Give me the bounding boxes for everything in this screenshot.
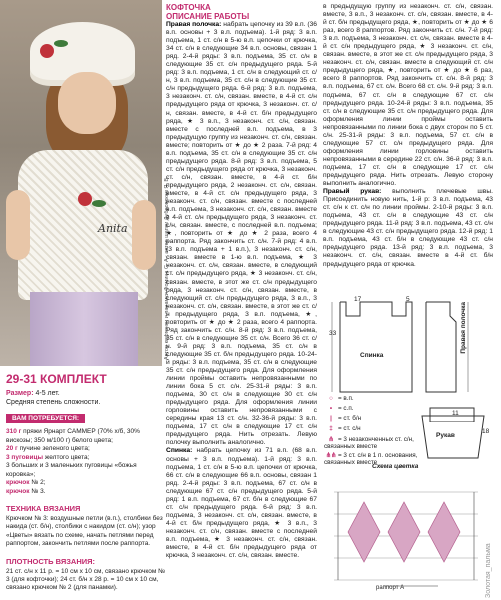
legend-item: ⋔⋔ = 3 ст. с/н в 1 п. основания, связанных вместе <box>324 452 418 466</box>
kit-size <box>6 389 166 407</box>
flower-chart-label: Схема цветка <box>372 463 419 470</box>
legend-item: ○ = в.п. <box>329 395 354 402</box>
technique-title: ТЕХНИКА ВЯЗАНИЯ <box>6 504 81 513</box>
material-item: крючок № 3. <box>6 487 46 495</box>
dim-18: 18 <box>482 428 490 435</box>
section-heading: КОФТОЧКА <box>166 3 211 12</box>
difficulty: Средняя степень сложности. <box>6 399 101 406</box>
flower-motif-icon <box>388 502 420 562</box>
size-label: Размер: <box>6 390 34 397</box>
instructions-back-cont: в предыдущую группу из незаконч. ст. с/н, связан. вместе, 3 в.п., 3 незаконч. ст. с/н, связан. вместе, в 4-й ст. б/н предыдущего ряда, ★, повторить от ★ до ★ 6 раз, всего 8 раппортов. Ряд закончить ст. с/н. 7-й ряд: 3 в.п. подъема, 3 незаконч. ст. с/н, связан. вместе в 4-й ст. с/н предыдущего ряда, ★ 3 незаконч. ст. с/н, связан. вместе, в этот же ст. с/н предыдущего ряда, 3 незаконч. ст. с/н, связан. вместе в следующий ст. с/н предыдущего ряда, ★, повторить от ★ до ★ 6 раз, всего 8 раппортов. Ряд закончить ст. с/н. 8-й ряд: 3 в.п. подъема, 67 ст. с/н. Всего 68 ст. с/н. 9-й ряд: 3 в.п. подъема, 67 ст. с/н в следующие 67 ст. с/н предыдущего ряда. 10-24-й ряды: 3 в.п. подъема, 35 ст. с/н в следующие 35 ст. с/н предыдущего ряда. Для оформления линии проймы оставить непровязанными по линии бока с двух сторон по 5 ст. с/н. 25-31-й ряды: 3 в.п. подъема, 57 ст. с/н в следующие 57 ст. с/н предыдущего ряда. Для оформления линии горловины оставить непровязанными в середине 22 ст. с/н. 36-й ряд: 3 в.п. подъема, 17 ст. с/н в следующие 17 ст. с/н предыдущего ряда. Нить отрезать. Левую сторону выполнить аналогично. <box>323 3 493 188</box>
density-text: 21 ст. с/н х 11 р. = 10 см х 10 см, связано крючком № 3 (для кофточки); 24 ст. б/н х 28 р. = 10 см х 10 см, связано крючком № 2 (для панамки). <box>6 567 166 592</box>
flower-chart <box>328 472 483 592</box>
side-credit: Автор кофточки и панамки Фомина С. А.; автор шапки Дубровская Я. В. <box>164 176 170 360</box>
front-label: Правая полочка <box>460 302 467 354</box>
flower-motif-icon <box>348 502 380 562</box>
kit-info <box>6 372 166 593</box>
dim-11: 11 <box>452 410 459 417</box>
legend-item: ‡ = ст. с/н <box>329 425 361 432</box>
hat-flower-icon <box>40 44 54 58</box>
material-item: 3 пуговицы желтого цвета; <box>6 453 90 461</box>
photo-left-arm <box>6 190 30 260</box>
jacket-leaf-icon <box>92 200 106 207</box>
photo-right-arm <box>132 200 156 270</box>
front-shape <box>426 302 456 392</box>
dim-5: 5 <box>406 296 410 303</box>
material-item: 3 больших и 3 маленьких пуговицы «божья коровка»; <box>6 462 137 478</box>
need-tag: ВАМ ПОТРЕБУЕТСЯ: <box>6 414 85 423</box>
instructions-column-1 <box>166 3 317 560</box>
photo-signature: Anita <box>98 222 128 235</box>
technique-text: Крючком № 3: воздушные петли (в.п.), столбики без накида (ст. б/н), столбики с накидом (ст. с/н); узор «Цветы» вязать по схеме, начать петлями перед раппортом, закончить петлями после раппорта. <box>6 515 163 548</box>
instructions-front: Правая полочка: набрать цепочку из 39 в.п. (36 в.п. основы + 3 в.п. подъема). 1-й ряд: 3 в.п. подъема, 1 ст. с/н в 5-ю в.п. цепочки от крючка, 34 ст. с/н в следующие 34 в.п. основы, связан 1 ряд. 2-4-й ряды: 3 в.п. подъема, 35 ст. с/н в следующие 35 ст. с/н предыдущего ряда. 5-й ряд: 3 в.п. подъема, 1 ст. с/н в следующий ст. с/н, 3 в.п. подъема, 35 ст. с/н в следующие 35 ст. с/н предыдущего ряда. 6-й ряд: 3 в.п. подъема, 3 незаконч. ст. с/н, связан. вместе, в 4-й ст. с/н предыдущего ряда от крючка, 3 незаконч. ст. с/н, связан. вместе, в 4-й ст. б/н предыдущего ряда, ★ 3 в.п., 3 незаконч. ст. с/н, связан. вместе с последней в.п. подъема, в 3 предыдущую группу из незаконч. ст. с/н, связан. вместе; повторить от ★ до ★ 2 раза. 7-й ряд: 4 в.п. подъема, 35 ст. с/н в следующие 35 ст. с/н предыдущего ряда. 8-й ряд: 3 в.п. подъема, 5 ст. с/н предыдущего ряда от крючка, 3 незаконч. ст. с/н, связан. вместе, в 4-й ст. б/н предыдущего ряда, 2 незаконч. ст. с/н, связан. вместе, в 4-й ст. с/н предыдущего ряда, 3 незаконч. ст. с/н, связан. вместе с последней в.п. подъема, 3 незаконч. ст. с/н, связан. вместе в 4-й ст. с/н предыдущего ряда, 3 незаконч. ст. с/н, связан. вместе, с последней в.п. подъема; ★, повторить от ★ до ★ 2 раза, всего 4 раппорта. Ряд закончить ст. с/н. 7-й ряд: 4 в.п. (3 в.п. подъема + 1 в.п.), 3 незаконч. ст. с/н, связан. вместе в 1-ю в.п. подъема, ★ 3 незаконч. ст. с/н, связан. вместе, в следующий ст. с/н предыдущего ряда, ★ 3 незаконч. ст. с/н, связан. вместе, в этот же ст. с/н предыдущего ряда, 3 незаконч. ст. с/н, связан. вместе, в следующий ст. с/н предыдущего ряда, 3 в.п., 3 незаконч. ст. с/н, связан. вместе, в этот же ст. с/н предыдущего ряда, 3 в.п. подъема, ★, повторить от ★ до ★ 2 раза, всего 4 раппорта. Ряд закончить ст. с/н. 8-й ряд: 3 в.п. подъема, 35 ст. с/н в следующие 35 ст. с/н. Всего 36 ст. с/н. 9-й ряд: 3 в.п. подъема, 35 ст. с/н в следующие 35 ст. б/н предыдущего ряда. 10-24-й ряды: 3 в.п. подъема, 35 ст. с/н в следующие 35 ст. с/н предыдущего ряда. Для оформления линии проймы оставить непровязанными по линии бока 5 ст. с/н. 25-31-й ряды: 3 в.п. подъема, 30 ст. с/н в следующие 30 ст. с/н предыдущего ряда. Для оформления линии горловины оставить непровязанными с середины края 13 ст. с/н. 32-36-й ряды: 3 в.п. подъема, 17 ст. с/н в следующие 17 ст. с/н предыдущего ряда. Нить отрезать. Левую полочку выполнить аналогично. <box>166 21 318 447</box>
sleeve-label: Рукав <box>436 432 455 439</box>
back-shape <box>340 302 412 392</box>
legend-item: ⋔ = 3 незаконченных ст. с/н, связанных вместе <box>324 436 414 450</box>
rapport-label: раппорт А <box>376 585 405 591</box>
flower-motif-icon <box>428 502 460 562</box>
photo-jacket <box>18 150 148 300</box>
photo-face <box>58 72 116 134</box>
instructions-column-2 <box>323 3 493 281</box>
material-item: 310 г пряжи Ярнарт САММЕР (70% х/б, 30% вискозы; 350 м/100 г) белого цвета; <box>6 428 140 444</box>
jacket-flower-icon <box>78 192 92 206</box>
legend-item: | = ст. б/н <box>330 415 362 422</box>
instructions-back: Спинка: набрать цепочку из 71 в.п. (68 в.п. основы + 3 в.п. подъема). 1-й ряд: 3 в.п. подъема, 1 ст. с/н в 5-ю в.п. цепочки от крючка, 66 ст. с/н в следующие 66 в.п. основы, связан 1 ряд. 2-4-й ряды: 3 в.п. подъема, 67 ст. с/н в следующие 67 ст. с/н предыдущего ряда. 5-й ряд: 1 в.п. подъема, 67 ст. б/н в следующие 67 ст. с/н предыдущего ряда. 6-й ряд: 3 в.п. подъема, 3 незаконч. ст. с/н, связан. вместе, в 4-й ст. б/н предыдущего ряда, ★ 3 в.п., 3 незаконч. ст. с/н, связан. вместе с последней в.п. подъема, ★ 3 незаконч. ст. с/н, связан. вместе, в 4-й ст. б/н предыдущего ряда от крючка, 3 незаконч. ст. с/н, связан. вместе. <box>166 447 317 560</box>
instructions-sleeve: Правый рукав: выполнить плечевые швы. Присоединить новую нить, 1-й р: 3 в.п. подъема, 43 ст. с/н к ст. с/н по линии проймы. 2-10-й ряды: 3 в.п. подъема, 43 ст. с/н в следующие 43 ст. с/н предыдущего ряда. 11-й ряд: 3 в.п. подъема, 43 ст. с/н в следующие 43 ст. с/н предыдущего ряда. 12-й ряд: 1 в.п. подъема, 43 ст. б/н в следующие 43 ст. с/н предыдущего ряда. 13-й ряд: 3 в.п. подъема, 3 незаконч. ст. с/н, связан. вместе в 4-й ст. б/н предыдущего ряда от крючка. <box>323 188 493 268</box>
section-subheading: ОПИСАНИЕ РАБОТЫ <box>166 12 250 21</box>
photo-skirt <box>30 292 138 366</box>
dim-17: 17 <box>354 296 362 303</box>
density-title: ПЛОТНОСТЬ ВЯЗАНИЯ: <box>6 556 96 566</box>
dim-33: 33 <box>329 330 337 337</box>
back-label: Спинка <box>360 352 384 359</box>
material-item: 20 г пучине зеленого цвета; <box>6 445 90 452</box>
size-value: 4-5 лет. <box>35 390 60 397</box>
legend-item: • = с.п. <box>329 405 354 412</box>
watermark-stamp: Золотая_пальма <box>485 543 492 598</box>
hat-leaf-icon <box>54 40 68 47</box>
kit-title: 29-31 КОМПЛЕКТ <box>6 372 107 386</box>
material-item: крючок № 2; <box>6 479 46 486</box>
materials-list <box>6 428 166 496</box>
photo-child-in-knit-set <box>0 0 162 366</box>
